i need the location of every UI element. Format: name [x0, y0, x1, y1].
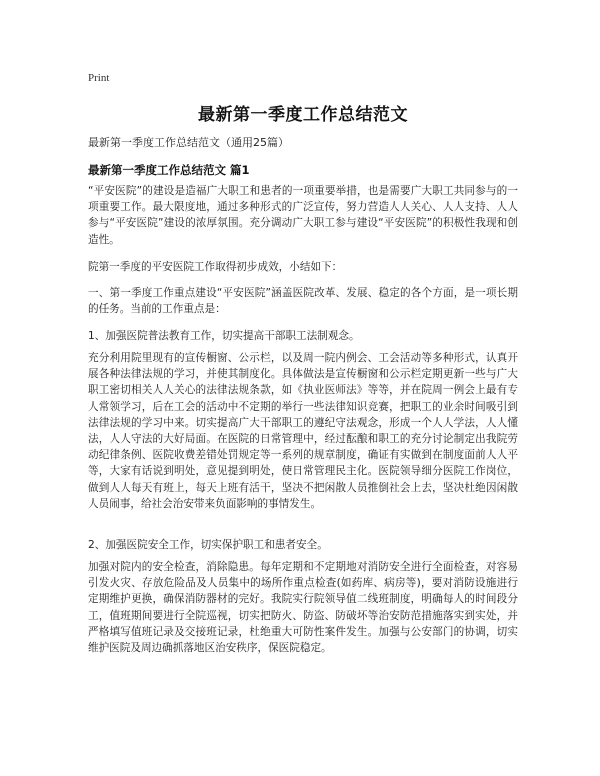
paragraph-intro: “平安医院”的建设是造福广大职工和患者的一项重要举措，也是需要广大职工共同参与的一项重要工作。最大限度地，通过多种形式的广泛宣传，努力营造人人关心、人人支持、人人参与“平安医院”建设的浓厚氛围。充分调动广大职工参与建设“平安医院”的积极性我现和创造性。 — [88, 185, 518, 246]
paragraph-item-1-body: 充分利用院里现有的宣传橱窗、公示栏，以及周一院内例会、工会活动等多种形式，认真开展各种法律法规的学习，并使其制度化。具体做法是宣传橱窗和公示栏定期更新一些与广大职工密切相关人人关心的法律法规条款，如《执业医师法》等等，并在院周一例会上最有专人常领学习，后在工会的活动中不定期的举行一些法律知识竞赛，把职工的业余时间吸引到法律法规的学习中来。切实提高广大干部职工的遵纪守法观念，形成一个人人学法，人人懂法，人人守法的大好局面。在医院的日常管理中，经过酝酿和职工的充分讨论制定出我院劳动纪律条例、医院收费差错处罚规定等一系列的规章制度，确证有实做到在制度面前人人平等，大家有话说到明处，意见提到明处，使日常管理民主化。医院领导细分医院工作岗位，做到人人每天有班上，每天上班有活干，坚决不把闲散人员推倒社会上去，坚决杜绝因闲散人员闹事，给社会治安带来负面影响的事情发生。 — [88, 352, 518, 510]
document-subtitle: 最新第一季度工作总结范文（通用25篇） — [88, 136, 289, 149]
section-heading: 最新第一季度工作总结范文 篇1 — [88, 163, 250, 177]
paragraph-item-1-heading: 1、加强医院普法教育工作，切实提高干部职工法制观念。 — [88, 330, 360, 342]
paragraph-item-2-body: 加强对院内的安全检查，消除隐患。每年定期和不定期地对消防安全进行全面检查，对容易引发火灾、存放危险品及人员集中的场所作重点检查(如药库、病房等)，要对消防设施进行定期维护更换，确保消防器材的完好。我院实行院领导值二线班制度，明确每人的时间段分工，值班期间要进行全院巡视，切实把防火、防盗、防破坏等治安防范措施落实到实处，并严格填写值班记录及交接班记录，杜绝重大可防性案件发生。加强与公安部门的协调，切实维护医院及周边确抓落地区治安秩序，保医院稳定。 — [88, 561, 518, 655]
page-title: 最新第一季度工作总结范文 — [198, 105, 408, 125]
paragraph-item-2-heading: 2、加强医院安全工作，切实保护职工和患者安全。 — [88, 539, 328, 551]
paragraph-work-focus: 一、第一季度工作重点建设“平安医院”涵盖医院改革、发展、稳定的各个方面，是一项长期的任务。当前的工作重点是： — [88, 287, 518, 316]
print-label: Print — [88, 72, 110, 84]
paragraph-summary-lead: 院第一季度的平安医院工作取得初步成效，小结如下： — [88, 261, 343, 273]
